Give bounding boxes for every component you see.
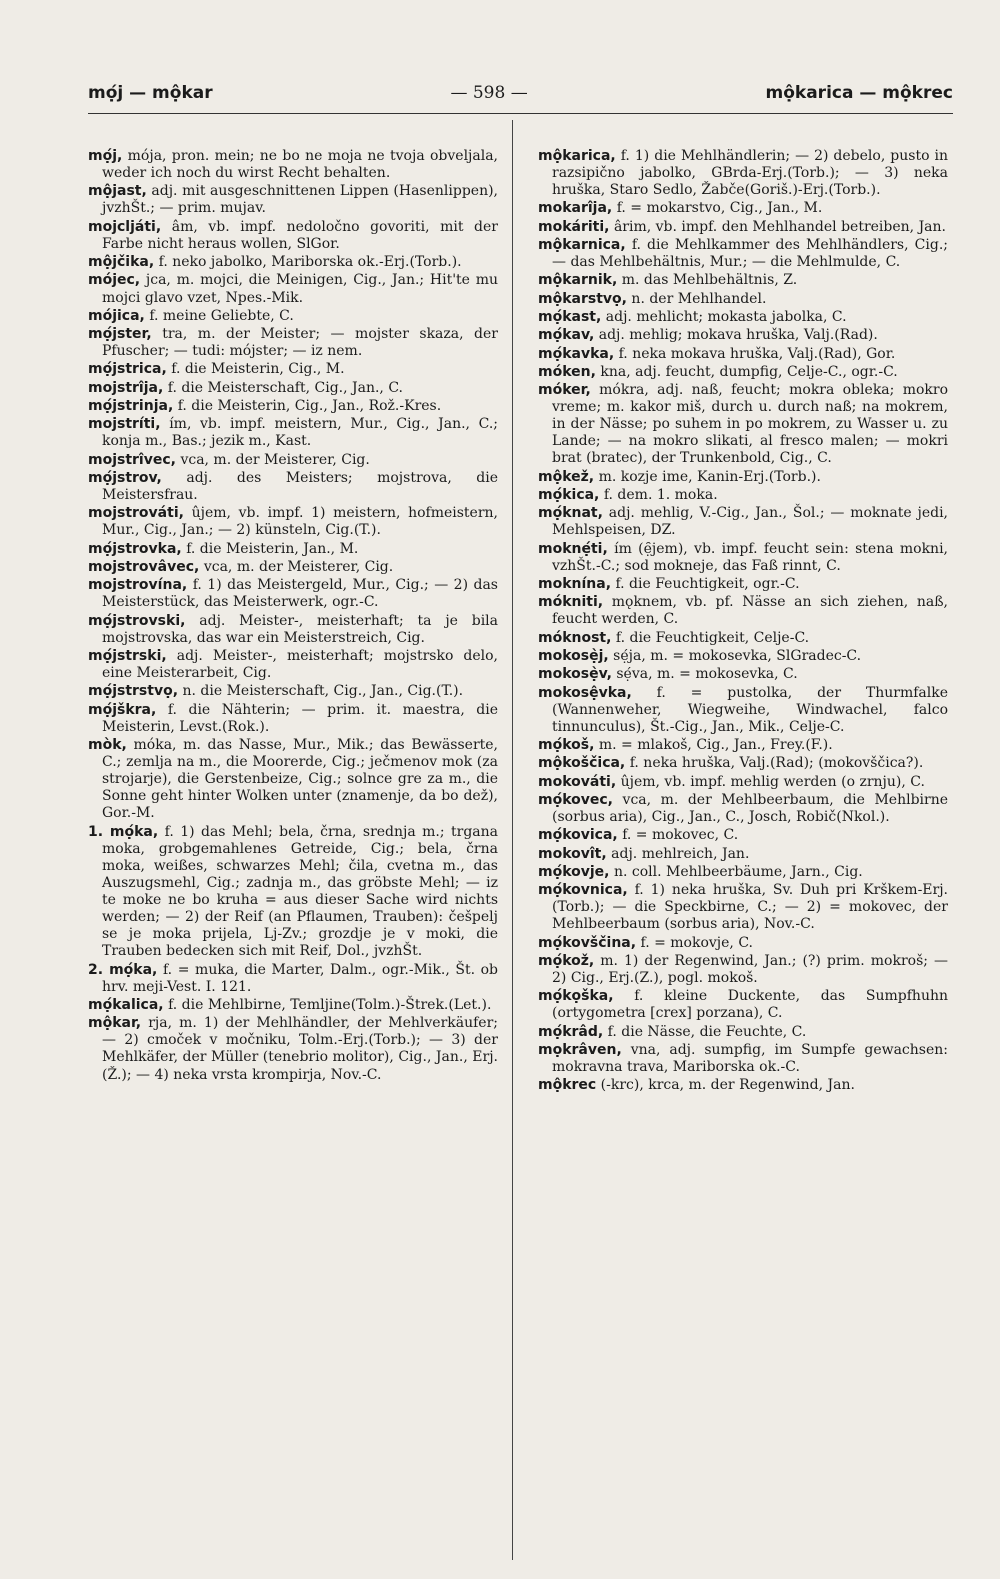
entry-definition: m. kozje ime, Kanin-Erj.(Torb.). [598, 468, 821, 485]
entry-headword: mọ́kast, [538, 308, 602, 325]
entry-headword: mokosẹ̀v, [538, 666, 612, 683]
entry-headword: mộkarstvọ, [538, 290, 627, 307]
entry-definition: ím, vb. impf. meistern, Mur., Cig., Jan., C.; konja m., Bas.; jezik m., Kast. [102, 416, 498, 450]
entry-definition: sẹ́ja, m. = mokosevka, SlGradec-C. [613, 648, 862, 664]
dictionary-entry [538, 666, 948, 683]
entry-headword: mọ́kica, [538, 487, 600, 504]
entry-definition: rja, m. 1) der Mehlhändler, der Mehlverkäufer; — 2) cmoček v močniku, Tolm.-Erj.(Torb.); — 3) der Mehlkäfer, der Müller (tenebrio molitor), Cig., Jan., Erj.(Ž.); — 4) neka vrsta krompirja, Nov.-C. [102, 1015, 498, 1083]
entry-headword: móker, [538, 382, 591, 399]
entry-headword: mộkarica, [538, 148, 616, 164]
entry-definition: (-krc), krca, m. der Regenwind, Jan. [600, 1077, 855, 1094]
entry-headword: mojstrîvec, [88, 451, 176, 468]
dictionary-entry [88, 183, 498, 217]
left-column [88, 148, 498, 1568]
dictionary-entry [88, 380, 498, 397]
entry-headword: mójec, [88, 272, 141, 289]
entry-definition: móka, m. das Nasse, Mur., Mik.; das Bewässerte, C.; zemlja na m., die Moorerde, Cig.; ječmenov mok (za strojarje), die Gerstenbeize, Cig.; solnce gre za m., die Sonne geht hinter Wolken unter (znamenje, da bo dež), Gor.-M. [102, 737, 498, 822]
entry-definition: f. die Meisterin, Cig., M. [171, 361, 345, 378]
entry-definition: ârim, vb. impf. den Mehlhandel betreiben, Jan. [613, 218, 946, 235]
entry-definition: vca, m. der Meisterer, Cig. [203, 558, 394, 575]
dictionary-entry [538, 576, 948, 593]
entry-headword: mokosệvka, [538, 684, 632, 701]
dictionary-entry [88, 505, 498, 539]
dictionary-entry [538, 774, 948, 791]
dictionary-entry [538, 685, 948, 736]
dictionary-entry [538, 1024, 948, 1041]
entry-definition: f. die Nässe, die Feuchte, C. [607, 1023, 807, 1040]
entry-definition: ím (ẹ̑jem), vb. impf. feucht sein: stena mokni, vzhŠt.-C.; sod mokneje, das Faß rinnt, C. [552, 540, 948, 574]
entry-definition: f. die Feuchtigkeit, ogr.-C. [615, 576, 800, 593]
entry-definition: f. = muka, die Marter, Dalm., ogr.-Mik., Št. ob hrv. meji-Vest. I. 121. [102, 961, 498, 995]
entry-definition: f. die Feuchtigkeit, Celje-C. [615, 629, 810, 646]
entry-headword: mộkrec [538, 1077, 597, 1094]
dictionary-entry [538, 382, 948, 467]
dictionary-entry [88, 361, 498, 378]
entry-headword: mọ́kav, [538, 327, 595, 344]
entry-definition: f. 1) das Mehl; bela, črna, srednja m.; trgana moka, grobgemahlenes Getreide, Cig.; bela, črna moka, weißes, schwarzes Mehl; čila, cvetna m., das Auszugsmehl, Cig.; zadnja m., das gröbste Mehl; — iz te moke ne bo kruha = aus dieser Sache wird nichts werden; — 2) der Reif (an Pflaumen, Trauben): češpelj se je moka prijela, Lj-Zv.; grozdje je v moki, die Trauben bedecken sich mit Reif, Dol., jvzhŠt. [102, 823, 498, 960]
entry-definition: f. kleine Duckente, das Sumpfhuhn (ortygometra [crex] porzana), C. [552, 988, 948, 1022]
entry-definition: f. die Mehlkammer des Mehlhändlers, Cig.; — das Mehlbehältnis, Mur.; — die Mehlmulde, C. [552, 237, 948, 271]
entry-headword: mọ́kavka, [538, 345, 615, 362]
entry-headword: mojstrovâvec, [88, 558, 200, 575]
entry-headword: mojstrováti, [88, 505, 184, 522]
entry-headword: mokováti, [538, 773, 617, 790]
entry-definition: mókra, adj. naß, feucht; mokra obleka; mokro vreme; m. kakor miš, durch u. durch naß; na mokrem, in der Nässe; po suhem in po mokrem, zu Wasser u. zu Lande; — na mokro slikati, al fresco malen; — mokri brat (bratec), der Trunkenbold, Cig., C. [552, 382, 948, 467]
entry-definition: mója, pron. mein; ne bo ne moja ne tvoja obveljala, weder ich noch du wirst Recht behalten. [102, 148, 498, 182]
running-header [88, 78, 953, 108]
dictionary-entry [538, 755, 948, 772]
entry-headword: mọ́jstrov, [88, 469, 162, 486]
entry-definition: n. die Meisterschaft, Cig., Jan., Cig.(T.). [182, 683, 464, 700]
entry-definition: adj. Meister-, meisterhaft; mojstrsko delo, eine Meisterarbeit, Cig. [102, 648, 498, 682]
dictionary-entry [88, 997, 498, 1014]
entry-definition: f. die Nähterin; — prim. it. maestra, die Meisterin, Levst.(Rok.). [102, 701, 498, 735]
dictionary-entry [538, 219, 948, 236]
dictionary-entry [88, 613, 498, 647]
entry-definition: jca, m. mojci, die Meinigen, Cig., Jan.; Hit'te mu mojci glavo vzet, Npes.-Mik. [102, 272, 498, 306]
dictionary-entry [88, 470, 498, 504]
entry-definition: adj. Meister-, meisterhaft; ta je bila mojstrovska, das war ein Meisterstreich, Cig. [102, 612, 498, 646]
entry-headword: mọ́kovec, [538, 791, 613, 808]
entry-headword: mọ́jstrica, [88, 361, 167, 378]
dictionary-entry [88, 962, 498, 996]
entry-headword: mộkarnik, [538, 272, 618, 289]
dictionary-entry [88, 308, 498, 325]
entry-headword: mójica, [88, 307, 145, 324]
dictionary-entry [538, 541, 948, 575]
entry-headword: mọ́jškra, [88, 701, 157, 718]
entry-definition: f. = mokovje, C. [640, 934, 753, 951]
dictionary-entry [538, 291, 948, 308]
entry-headword: mọ́kọška, [538, 988, 614, 1005]
dictionary-entry [538, 935, 948, 952]
entry-definition: tra, m. der Meister; — mojster skaza, der Pfuscher; — tudi: mójster; — iz nem. [102, 326, 498, 360]
dictionary-entry [538, 648, 948, 665]
dictionary-entry [88, 452, 498, 469]
dictionary-entry [88, 737, 498, 822]
entry-headword: mokovît, [538, 845, 607, 862]
entry-headword: moknína, [538, 576, 612, 593]
dictionary-entry [538, 792, 948, 826]
dictionary-entry [538, 1042, 948, 1076]
entry-definition: n. coll. Mehlbeerbäume, Jarn., Cig. [613, 863, 863, 880]
dictionary-entry [88, 219, 498, 253]
dictionary-entry [538, 1077, 948, 1094]
entry-definition: vca, m. der Mehlbeerbaum, die Mehlbirne (sorbus aria), Cig., Jan., C., Josch, Robič(Nkol.). [552, 791, 948, 825]
header-right-guide-words: mộkarica — mộkrec [765, 83, 953, 103]
entry-definition: f. die Meisterschaft, Cig., Jan., C. [167, 379, 403, 396]
header-left-guide-words: mọ́j — mộkar [88, 83, 213, 103]
entry-headword: mojstrovína, [88, 577, 188, 594]
dictionary-entry [538, 953, 948, 987]
entry-definition: vca, m. der Meisterer, Cig. [180, 451, 370, 468]
entry-headword: mọ́jstrovski, [88, 612, 186, 629]
dictionary-entry [538, 505, 948, 539]
dictionary-entry [538, 487, 948, 504]
entry-definition: m. 1) der Regenwind, Jan.; (?) prim. mokroš; — 2) Cig., Erj.(Z.), pogl. mokoš. [552, 952, 948, 986]
entry-headword: mọ́koš, [538, 737, 595, 754]
dictionary-entry [88, 648, 498, 682]
entry-definition: mǫknem, vb. pf. Nässe an sich ziehen, naß, feucht werden, C. [552, 594, 948, 628]
entry-headword: mọ́kovje, [538, 863, 610, 880]
dictionary-entry [538, 737, 948, 754]
dictionary-entry [88, 416, 498, 450]
dictionary-entry [88, 272, 498, 306]
header-rule [88, 113, 953, 114]
entry-headword: mọ́jstrski, [88, 648, 167, 664]
dictionary-entry [88, 683, 498, 700]
dictionary-entry [538, 237, 948, 271]
entry-headword: mọ́jstrovka, [88, 540, 182, 557]
dictionary-entry [88, 254, 498, 271]
right-column [538, 148, 948, 1568]
entry-definition: n. der Mehlhandel. [631, 290, 767, 307]
entry-headword: mọ́krâd, [538, 1023, 604, 1040]
entry-headword: mókniti, [538, 594, 604, 611]
entry-headword: mokosẹ̀j, [538, 648, 609, 664]
entry-definition: f. die Mehlbirne, Temljine(Tolm.)-Štrek.(Let.). [168, 997, 492, 1013]
entry-headword: mọ́jster, [88, 326, 152, 343]
entry-headword: mojcljáti, [88, 218, 162, 235]
entry-definition: f. = mokarstvo, Cig., Jan., M. [616, 200, 823, 217]
dictionary-entry [88, 702, 498, 736]
entry-headword: moknẹ́ti, [538, 540, 608, 557]
entry-headword: mộkoščica, [538, 755, 626, 772]
entry-definition: m. = mlakoš, Cig., Jan., Frey.(F.). [598, 737, 833, 754]
entry-headword: mọkrâven, [538, 1041, 622, 1058]
entry-headword: mọ́j, [88, 148, 123, 164]
entry-headword: 2. mọ́ka, [88, 961, 158, 978]
page-number: — 598 — [450, 83, 528, 103]
entry-headword: mokáriti, [538, 218, 610, 235]
entry-definition: m. das Mehlbehältnis, Z. [621, 272, 798, 289]
dictionary-entry [88, 541, 498, 558]
dictionary-entry [88, 1015, 498, 1083]
dictionary-entry [538, 364, 948, 381]
entry-definition: f. neka hruška, Valj.(Rad); (mokovščica?). [629, 755, 924, 772]
entry-headword: mộjast, [88, 183, 147, 200]
entry-headword: móknost, [538, 629, 612, 646]
entry-headword: mọ́kovica, [538, 827, 618, 844]
dictionary-entry [538, 630, 948, 647]
column-divider [512, 120, 513, 1560]
dictionary-entry [538, 846, 948, 863]
dictionary-entry [538, 864, 948, 881]
entry-headword: móken, [538, 363, 596, 380]
entry-definition: vna, adj. sumpfig, im Sumpfe gewachsen: mokravna trava, Mariborska ok.-C. [552, 1041, 948, 1075]
entry-headword: mojstrîja, [88, 379, 164, 396]
dictionary-entry [538, 200, 948, 217]
entry-headword: mọ́kovnica, [538, 882, 628, 899]
dictionary-entry [538, 988, 948, 1022]
entry-definition: f. die Meisterin, Jan., M. [186, 540, 359, 557]
entry-headword: mọ́jstrinja, [88, 398, 174, 414]
entry-headword: mọ́knat, [538, 505, 603, 522]
entry-definition: f. die Meisterin, Cig., Jan., Rož.-Kres. [177, 398, 442, 414]
dictionary-entry [538, 469, 948, 486]
dictionary-entry [88, 326, 498, 360]
entry-definition: f. meine Geliebte, C. [149, 307, 294, 324]
dictionary-entry [538, 327, 948, 344]
dictionary-entry [88, 577, 498, 611]
entry-headword: mộkarnica, [538, 237, 626, 254]
entry-headword: mojstríti, [88, 416, 161, 433]
entry-definition: f. neka mokava hruška, Valj.(Rad), Gor. [618, 345, 896, 362]
dictionary-entry [538, 594, 948, 628]
entry-definition: âm, vb. impf. nedoločno govoriti, mit der Farbe nicht heraus wollen, SlGor. [102, 218, 498, 252]
dictionary-entry [88, 148, 498, 182]
entry-definition: f. 1) das Meistergeld, Mur., Cig.; — 2) das Meisterstück, das Meisterwerk, ogr.-C. [102, 577, 498, 611]
entry-definition: f. dem. 1. moka. [603, 487, 718, 504]
entry-definition: f. 1) die Mehlhändlerin; — 2) debelo, pusto in razsipično jabolko, GBrda-Erj.(Torb.); — 3) neka hruška, Staro Sedlo, Žabče(Goriš.)-Erj.(Torb.). [552, 148, 948, 199]
entry-definition: sẹ́va, m. = mokosevka, C. [616, 666, 798, 683]
entry-definition: ûjem, vb. impf. 1) meistern, hofmeistern, Mur., Cig., Jan.; — 2) künsteln, Cig.(T.). [102, 505, 498, 539]
entry-definition: f. neko jabolko, Mariborska ok.-Erj.(Torb.). [158, 254, 462, 271]
entry-definition: f. 1) neka hruška, Sv. Duh pri Krškem-Erj.(Torb.); — die Speckbirne, C.; — 2) = mokovec, der Mehlbeerbaum (sorbus aria), Nov.-C. [552, 882, 948, 933]
entry-definition: f. = mokovec, C. [622, 827, 739, 844]
entry-definition: f. = pustolka, der Thurmfalke (Wannenweher, Wiegweihe, Windwachel, falco tinnunculus), Št.-Cig., Jan., Mik., Celje-C. [552, 684, 948, 735]
entry-definition: adj. des Meisters; mojstrova, die Meistersfrau. [102, 469, 498, 504]
entry-headword: mokarîja, [538, 200, 613, 217]
dictionary-entry [538, 148, 948, 199]
entry-definition: adj. mehlreich, Jan. [611, 845, 750, 862]
entry-definition: adj. mehlicht; mokasta jabolka, C. [605, 308, 847, 325]
dictionary-entry [88, 559, 498, 576]
entry-definition: adj. mit ausgeschnittenen Lippen (Hasenlippen), jvzhŠt.; — prim. mujav. [102, 183, 498, 217]
entry-headword: mộjčika, [88, 254, 155, 271]
entry-headword: mọ́kovščina, [538, 934, 637, 951]
dictionary-entry [538, 827, 948, 844]
entry-headword: mộkež, [538, 468, 595, 485]
entry-headword: mọ́kož, [538, 952, 595, 969]
dictionary-entry [538, 309, 948, 326]
dictionary-entry [538, 272, 948, 289]
dictionary-entry [88, 824, 498, 961]
entry-headword: mộkar, [88, 1015, 142, 1032]
dictionary-entry [88, 398, 498, 415]
entry-definition: ûjem, vb. impf. mehlig werden (o zrnju), C. [620, 773, 925, 790]
entry-definition: kna, adj. feucht, dumpfig, Celje-C., ogr.-C. [600, 363, 898, 380]
entry-definition: adj. mehlig, V.-Cig., Jan., Šol.; — moknate jedi, Mehlspeisen, DZ. [552, 505, 948, 539]
dictionary-entry [538, 346, 948, 363]
entry-headword: mọ́kalica, [88, 997, 164, 1013]
entry-headword: mòk, [88, 737, 127, 754]
entry-headword: 1. mọ́ka, [88, 823, 159, 840]
entry-definition: adj. mehlig; mokava hruška, Valj.(Rad). [598, 327, 878, 344]
dictionary-entry [538, 882, 948, 933]
entry-headword: mọ́jstrstvọ, [88, 683, 179, 700]
